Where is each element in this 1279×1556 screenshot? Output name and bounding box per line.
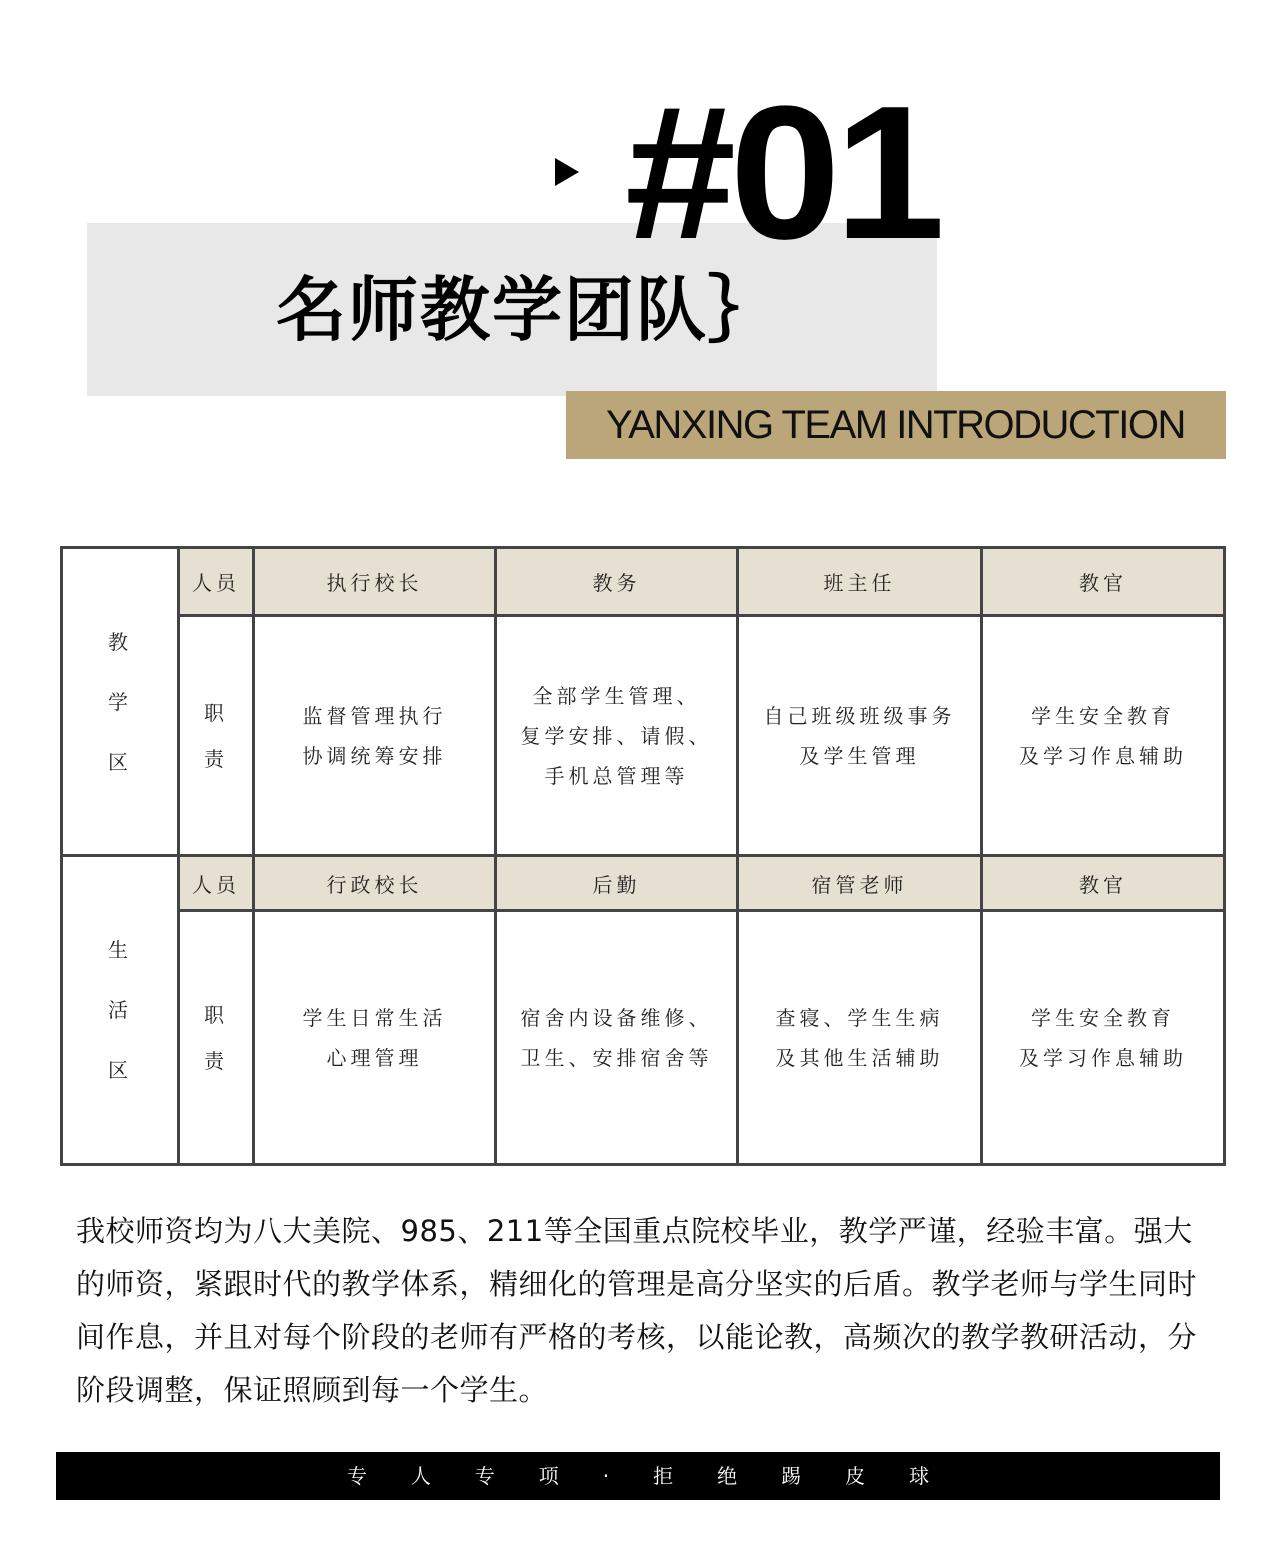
duty-cell: 全部学生管理、 复学安排、请假、 手机总管理等	[496, 616, 738, 856]
play-triangle-icon	[555, 158, 579, 186]
duty-cell: 宿舍内设备维修、 卫生、安排宿舍等	[496, 911, 738, 1165]
zone-label-living: 生 活 区	[62, 856, 179, 1165]
duty-label: 职 责	[179, 616, 254, 856]
duty-label: 职 责	[179, 911, 254, 1165]
table-row-duties	[62, 616, 1225, 856]
duty-cell: 监督管理执行 协调统筹安排	[254, 616, 496, 856]
subtitle-bar	[566, 391, 1226, 459]
table-row-people	[62, 856, 1225, 911]
duty-cell: 学生日常生活 心理管理	[254, 911, 496, 1165]
duty-cell: 自己班级班级事务 及学生管理	[738, 616, 982, 856]
role-cell: 宿管老师	[738, 856, 982, 911]
people-label: 人员	[179, 548, 254, 616]
duty-cell: 学生安全教育 及学习作息辅助	[982, 616, 1225, 856]
role-cell: 教官	[982, 856, 1225, 911]
duty-cell: 查寝、学生生病 及其他生活辅助	[738, 911, 982, 1165]
role-cell: 教官	[982, 548, 1225, 616]
people-label: 人员	[179, 856, 254, 911]
footer-slogan: 专人专项·拒绝踢皮球	[346, 1464, 974, 1488]
role-cell: 班主任	[738, 548, 982, 616]
section-number: #01	[625, 67, 939, 279]
page-title: 名师教学团队｝	[276, 269, 780, 351]
zone-label-teaching: 教 学 区	[62, 548, 179, 856]
subtitle: YANXING TEAM INTRODUCTION	[606, 403, 1185, 447]
role-cell: 后勤	[496, 856, 738, 911]
duty-cell: 学生安全教育 及学习作息辅助	[982, 911, 1225, 1165]
table-row-duties	[62, 911, 1225, 1165]
table-row-people	[62, 548, 1225, 616]
description-paragraph: 我校师资均为八大美院、985、211等全国重点院校毕业，教学严谨，经验丰富。强大的师资，紧跟时代的教学体系，精细化的管理是高分坚实的后盾。教学老师与学生同时间作息，并且对每个阶段的老师有严格的考核，以能论教，高频次的教学教研活动，分阶段调整，保证照顾到每一个学生。	[76, 1214, 1198, 1407]
team-table	[60, 546, 1226, 1166]
role-cell: 教务	[496, 548, 738, 616]
footer-banner	[56, 1452, 1220, 1500]
role-cell: 执行校长	[254, 548, 496, 616]
role-cell: 行政校长	[254, 856, 496, 911]
